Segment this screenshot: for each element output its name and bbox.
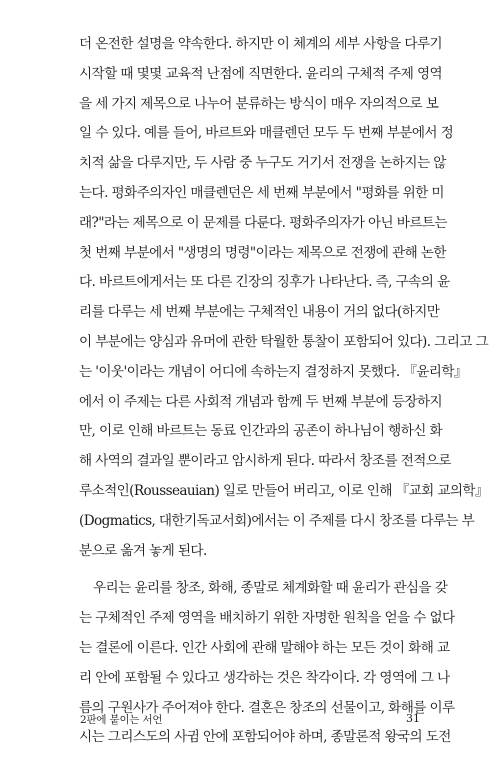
text-line: 다. 바르트에게서는 또 다른 긴장의 징후가 나타난다. 즉, 구속의 윤: [79, 274, 450, 291]
text-line: 해 사역의 결과일 뿐이라고 암시하게 된다. 따라서 창조를 전적으로: [79, 453, 451, 470]
text-line: 는 구체적인 주제 영역을 배치하기 위한 자명한 원칙을 얻을 수 없다: [79, 610, 455, 627]
page-number: 31: [406, 712, 420, 725]
text-line: 름의 구원사가 주어져야 한다. 결혼은 창조의 선물이고, 화해를 이루: [79, 699, 455, 716]
text-line: 래?"라는 제목으로 이 문제를 다룬다. 평화주의자가 아닌 바르트는: [79, 214, 447, 231]
running-title: 2판에 붙이는 서언: [80, 714, 163, 726]
body-text: [79, 30, 489, 753]
text-line: 리 안에 포함될 수 있다고 생각하는 것은 착각이다. 각 영역에 그 나: [79, 669, 450, 686]
text-line: 만, 이로 인해 바르트는 동료 인간과의 공존이 하나님이 행하신 화: [79, 423, 443, 440]
text-line: 분으로 옮겨 놓게 된다.: [79, 542, 207, 559]
text-line: (Dogmatics, 대한기독교서회)에서는 이 주제를 다시 창조를 다루는 부: [79, 512, 475, 529]
text-line: 루소적인(Rousseauian) 일로 만들어 버리고, 이로 인해 『교회 교의학』: [79, 482, 488, 499]
text-line: 는다. 평화주의자인 매클렌던은 세 번째 부분에서 "평화를 위한 미: [79, 184, 444, 201]
text-line: 에서 이 주제는 다른 사회적 개념과 함께 두 번째 부분에 등장하지: [79, 393, 443, 410]
text-line: 시작할 때 몇몇 교육적 난점에 직면한다. 윤리의 구체적 주제 영역: [79, 65, 443, 82]
text-line: 우리는 윤리를 창조, 화해, 종말로 체계화할 때 윤리가 관심을 갖: [93, 580, 448, 597]
text-line: 일 수 있다. 예를 들어, 바르트와 매클렌던 모두 두 번째 부분에서 정: [79, 125, 454, 142]
text-line: 리를 다루는 세 번째 부분에는 구체적인 내용이 거의 없다(하지만: [79, 304, 440, 321]
paragraph-gap: [79, 566, 419, 574]
text-line: 첫 번째 부분에서 "생명의 명령"이라는 제목으로 전쟁에 관해 논한: [79, 244, 446, 261]
text-line: 는 결론에 이른다. 인간 사회에 관해 말해야 하는 모든 것이 화해 교: [79, 639, 450, 656]
text-line: 이 부분에는 양심과 유머에 관한 탁월한 통찰이 포함되어 있다). 그리고 그: [79, 333, 489, 350]
text-line: 는 '이웃'이라는 개념이 어디에 속하는지 결정하지 못했다. 『윤리학』: [79, 363, 467, 380]
text-line: 을 세 가지 제목으로 나누어 분류하는 방식이 매우 자의적으로 보: [79, 95, 439, 112]
text-line: 치적 삶을 다루지만, 두 사람 중 누구도 거기서 전쟁을 논하지는 않: [79, 155, 446, 172]
text-line: 더 온전한 설명을 약속한다. 하지만 이 체계의 세부 사항을 다루기: [79, 36, 443, 52]
text-line: 시는 그리스도의 사귐 안에 포함되어야 하며, 종말론적 왕국의 도전: [79, 729, 451, 746]
